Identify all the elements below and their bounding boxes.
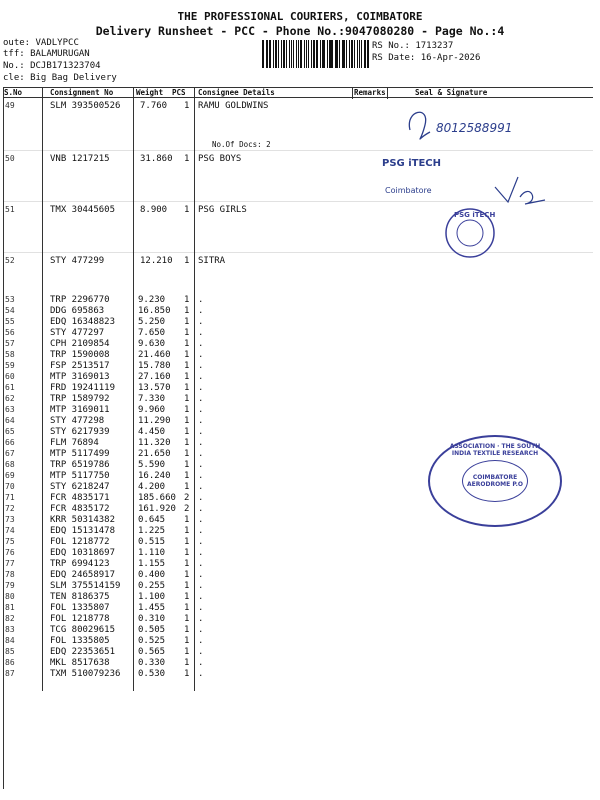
barcode-bar <box>361 40 362 68</box>
row-consignee-dot: . <box>198 306 204 316</box>
barcode-bar <box>269 40 271 68</box>
row-consignment-no: MKL 8517638 <box>50 658 110 668</box>
row-sno: 74 <box>5 526 15 535</box>
row-consignment-no: FCR 4835172 <box>50 504 110 514</box>
barcode-bar <box>291 40 293 68</box>
row-consignment-no: TCG 80029615 <box>50 625 116 635</box>
row-pcs: 1 <box>184 669 190 679</box>
row-sno: 64 <box>5 416 15 425</box>
header-consignee: Consignee Details <box>198 88 275 97</box>
row-pcs: 1 <box>184 350 190 360</box>
row-weight: 0.400 <box>138 570 166 580</box>
row-consignment-no: STY 6217939 <box>50 427 110 437</box>
row-sno: 60 <box>5 372 15 381</box>
row-sno: 67 <box>5 449 15 458</box>
row-pcs: 1 <box>184 101 190 111</box>
col-divider <box>352 87 353 99</box>
row-weight: 0.530 <box>138 669 166 679</box>
row-pcs: 1 <box>184 647 190 657</box>
row-pcs: 1 <box>184 372 190 382</box>
row-sno: 72 <box>5 504 15 513</box>
row-pcs: 1 <box>184 515 190 525</box>
row-weight: 8.900 <box>140 205 168 215</box>
row-consignee-dot: . <box>198 317 204 327</box>
row-consignment-no: VNB 1217215 <box>50 154 110 164</box>
barcode <box>262 40 370 68</box>
row-sno: 70 <box>5 482 15 491</box>
row-sno: 62 <box>5 394 15 403</box>
row-sno: 81 <box>5 603 15 612</box>
row-consignee-dot: . <box>198 394 204 404</box>
row-consignee-dot: . <box>198 570 204 580</box>
vehicle-label: cle: Big Bag Delivery <box>3 73 117 83</box>
barcode-bar <box>278 40 280 68</box>
row-sno: 79 <box>5 581 15 590</box>
row-pcs: 1 <box>184 361 190 371</box>
row-pcs: 1 <box>184 471 190 481</box>
row-consignee-dot: . <box>198 438 204 448</box>
barcode-bar <box>335 40 336 68</box>
rs-number: RS No.: 1713237 <box>372 41 454 51</box>
psg-stamp-sub: Coimbatore <box>385 186 432 195</box>
barcode-bar <box>323 40 325 68</box>
row-weight: 4.450 <box>138 427 166 437</box>
row-consignment-no: EDQ 24658917 <box>50 570 116 580</box>
barcode-bar <box>336 40 338 68</box>
row-sno: 58 <box>5 350 15 359</box>
row-pcs: 1 <box>184 658 190 668</box>
col-divider <box>133 87 134 691</box>
stamp-inner-text: COIMBATORE AERODROME P.O <box>467 474 523 488</box>
row-pcs: 1 <box>184 526 190 536</box>
row-sno: 82 <box>5 614 15 623</box>
row-weight: 31.860 <box>140 154 173 164</box>
row-pcs: 1 <box>184 603 190 613</box>
barcode-bar <box>262 40 264 68</box>
row-pcs: 1 <box>184 205 190 215</box>
row-pcs: 1 <box>184 548 190 558</box>
row-sno: 57 <box>5 339 15 348</box>
row-weight: 21.460 <box>138 350 171 360</box>
row-consignee-dot: . <box>198 559 204 569</box>
row-consignment-no: TRP 2296770 <box>50 295 110 305</box>
row-sno: 66 <box>5 438 15 447</box>
barcode-bar <box>339 40 340 68</box>
barcode-bar <box>300 40 302 68</box>
barcode-bar <box>293 40 294 68</box>
header-remarks: Remarks <box>354 88 386 97</box>
row-pcs: 1 <box>184 537 190 547</box>
barcode-bar <box>298 40 300 68</box>
row-pcs: 1 <box>184 625 190 635</box>
row-weight: 0.565 <box>138 647 166 657</box>
row-divider <box>3 150 593 151</box>
header-weight: Weight <box>136 88 164 97</box>
row-weight: 1.225 <box>138 526 166 536</box>
barcode-bar <box>329 40 330 68</box>
row-weight: 1.100 <box>138 592 166 602</box>
row-consignment-no: MTP 5117750 <box>50 471 110 481</box>
row-sno: 76 <box>5 548 15 557</box>
row-pcs: 1 <box>184 317 190 327</box>
row-sno: 75 <box>5 537 15 546</box>
barcode-bar <box>349 40 350 68</box>
row-consignee-dot: . <box>198 493 204 503</box>
row-weight: 9.230 <box>138 295 166 305</box>
row-consignment-no: TMX 30445605 <box>50 205 116 215</box>
barcode-bar <box>273 40 274 68</box>
row-pcs: 1 <box>184 339 190 349</box>
barcode-bar <box>313 40 315 68</box>
row-consignee-dot: . <box>198 339 204 349</box>
row-consignee-dot: . <box>198 372 204 382</box>
row-sno: 55 <box>5 317 15 326</box>
barcode-bar <box>316 40 318 68</box>
row-weight: 5.590 <box>138 460 166 470</box>
row-consignment-no: STY 6218247 <box>50 482 110 492</box>
row-consignment-no: CPH 2109854 <box>50 339 110 349</box>
barcode-bar <box>289 40 290 68</box>
barcode-bar <box>306 40 307 68</box>
row-weight: 0.505 <box>138 625 166 635</box>
row-sno: 49 <box>5 101 15 110</box>
row-consignee-dot: . <box>198 548 204 558</box>
row-consignee: RAMU GOLDWINS <box>198 101 269 111</box>
row-consignee-dot: . <box>198 592 204 602</box>
row-weight: 16.850 <box>138 306 171 316</box>
row-pcs: 1 <box>184 405 190 415</box>
row-weight: 161.920 <box>138 504 176 514</box>
row-consignment-no: STY 477299 <box>50 256 105 266</box>
row-weight: 0.645 <box>138 515 166 525</box>
row-consignment-no: SLM 375514159 <box>50 581 121 591</box>
row-weight: 21.650 <box>138 449 171 459</box>
row-pcs: 1 <box>184 592 190 602</box>
row-consignment-no: TRP 6994123 <box>50 559 110 569</box>
row-consignment-no: FCR 4835171 <box>50 493 110 503</box>
barcode-bar <box>283 40 285 68</box>
row-sno: 63 <box>5 405 15 414</box>
barcode-bar <box>364 40 366 68</box>
stamp-outer-text: ASSOCIATION · THE SOUTH INDIA TEXTILE RESEARCH <box>449 443 541 457</box>
row-weight: 7.330 <box>138 394 166 404</box>
row-weight: 15.780 <box>138 361 171 371</box>
row-consignee: PSG BOYS <box>198 154 242 164</box>
row-consignee-dot: . <box>198 361 204 371</box>
row-weight: 0.255 <box>138 581 166 591</box>
row-pcs: 1 <box>184 559 190 569</box>
row-consignee-dot: . <box>198 449 204 459</box>
row-consignee-dot: . <box>198 603 204 613</box>
barcode-bar <box>286 40 287 68</box>
row-sno: 50 <box>5 154 15 163</box>
row-sno: 61 <box>5 383 15 392</box>
row-consignment-no: EDQ 10318697 <box>50 548 116 558</box>
row-sno: 83 <box>5 625 15 634</box>
row-sno: 68 <box>5 460 15 469</box>
row-consignee-dot: . <box>198 515 204 525</box>
barcode-bar <box>304 40 305 68</box>
barcode-bar <box>346 40 348 68</box>
psg-stamp: PSG iTECH <box>382 158 442 169</box>
barcode-bar <box>327 40 328 68</box>
row-sno: 51 <box>5 205 15 214</box>
row-weight: 12.210 <box>140 256 173 266</box>
row-pcs: 1 <box>184 256 190 266</box>
row-consignment-no: FOL 1335805 <box>50 636 110 646</box>
row-pcs: 1 <box>184 295 190 305</box>
row-consignment-no: EDQ 16348823 <box>50 317 116 327</box>
row-consignee-dot: . <box>198 460 204 470</box>
row-sno: 87 <box>5 669 15 678</box>
row-consignment-no: MTP 5117499 <box>50 449 110 459</box>
row-consignee-dot: . <box>198 383 204 393</box>
row-sno: 54 <box>5 306 15 315</box>
barcode-bar <box>296 40 297 68</box>
row-weight: 0.515 <box>138 537 166 547</box>
header-consignment: Consignment No <box>50 88 114 97</box>
row-consignment-no: TXM 510079236 <box>50 669 121 679</box>
row-pcs: 1 <box>184 636 190 646</box>
row-consignee: PSG GIRLS <box>198 205 247 215</box>
row-weight: 185.660 <box>138 493 176 503</box>
row-consignee-dot: . <box>198 647 204 657</box>
row-consignment-no: DDG 695863 <box>50 306 105 316</box>
row-consignee-dot: . <box>198 614 204 624</box>
row-consignment-no: FRD 19241119 <box>50 383 116 393</box>
row-weight: 0.310 <box>138 614 166 624</box>
row-pcs: 2 <box>184 504 190 514</box>
runsheet-subtitle: Delivery Runsheet - PCC - Phone No.:9047080280 - Page No.:4 <box>95 24 505 38</box>
row-weight: 0.525 <box>138 636 166 646</box>
row-consignment-no: FOL 1218772 <box>50 537 110 547</box>
row-consignee-dot: . <box>198 636 204 646</box>
row-weight: 27.160 <box>138 372 171 382</box>
row-weight: 16.240 <box>138 471 171 481</box>
row-consignment-no: TRP 6519786 <box>50 460 110 470</box>
row-pcs: 1 <box>184 394 190 404</box>
row-divider <box>3 252 593 253</box>
row-consignment-no: TRP 1590008 <box>50 350 110 360</box>
round-psg-stamp <box>440 205 500 260</box>
row-consignee-dot: . <box>198 405 204 415</box>
row-consignee-dot: . <box>198 295 204 305</box>
row-sno: 85 <box>5 647 15 656</box>
signature-1 <box>400 100 540 145</box>
col-divider <box>194 87 195 691</box>
row-consignee-dot: . <box>198 658 204 668</box>
row-consignment-no: TRP 1589792 <box>50 394 110 404</box>
barcode-bar <box>367 40 369 68</box>
signature-1-number: 8012588991 <box>436 121 513 135</box>
row-pcs: 1 <box>184 328 190 338</box>
row-sno: 59 <box>5 361 15 370</box>
row-consignment-no: SLM 393500526 <box>50 101 121 111</box>
row-weight: 5.250 <box>138 317 166 327</box>
company-title: THE PROFESSIONAL COURIERS, COIMBATORE <box>177 10 423 23</box>
staff-label: tff: BALAMURUGAN <box>3 49 90 59</box>
row-consignee-dot: . <box>198 328 204 338</box>
row-weight: 11.320 <box>138 438 171 448</box>
barcode-bar <box>266 40 267 68</box>
barcode-bar <box>351 40 353 68</box>
row-consignee-dot: . <box>198 581 204 591</box>
row-weight: 9.630 <box>138 339 166 349</box>
row-consignee: SITRA <box>198 256 226 266</box>
barcode-bar <box>320 40 321 68</box>
row-weight: 7.650 <box>138 328 166 338</box>
barcode-bar <box>311 40 312 68</box>
row-consignment-no: FLM 76894 <box>50 438 99 448</box>
row-sno: 77 <box>5 559 15 568</box>
row-weight: 7.760 <box>140 101 168 111</box>
row-consignment-no: FOL 1335807 <box>50 603 110 613</box>
row-pcs: 1 <box>184 460 190 470</box>
barcode-bar <box>275 40 277 68</box>
row-pcs: 1 <box>184 383 190 393</box>
row-consignment-no: TEN 8186375 <box>50 592 110 602</box>
route-label: oute: VADLYPCC <box>3 38 79 48</box>
row-pcs: 1 <box>184 614 190 624</box>
row-consignment-no: STY 477297 <box>50 328 105 338</box>
row-weight: 4.200 <box>138 482 166 492</box>
row-consignment-no: EDQ 15131478 <box>50 526 116 536</box>
row-consignment-no: KRR 50314382 <box>50 515 116 525</box>
barcode-bar <box>357 40 358 68</box>
row-consignee-dot: . <box>198 526 204 536</box>
row-pcs: 1 <box>184 449 190 459</box>
barcode-bar <box>322 40 323 68</box>
row-pcs: 1 <box>184 581 190 591</box>
row-consignee-dot: . <box>198 669 204 679</box>
row-weight: 0.330 <box>138 658 166 668</box>
barcode-bar <box>267 40 268 68</box>
row-weight: 1.155 <box>138 559 166 569</box>
row-consignee-dot: . <box>198 537 204 547</box>
row-sno: 80 <box>5 592 15 601</box>
row-consignee-dot: . <box>198 471 204 481</box>
row-sno: 65 <box>5 427 15 436</box>
row-sno: 53 <box>5 295 15 304</box>
row-consignment-no: MTP 3169013 <box>50 372 110 382</box>
row-consignment-no: EDQ 22353651 <box>50 647 116 657</box>
col-divider <box>42 87 43 691</box>
rs-date: RS Date: 16-Apr-2026 <box>372 53 481 63</box>
row-consignment-no: FSP 2513517 <box>50 361 110 371</box>
row-weight: 11.290 <box>138 416 171 426</box>
barcode-bar <box>342 40 343 68</box>
barcode-bar <box>359 40 361 68</box>
row-sno: 86 <box>5 658 15 667</box>
header-rule <box>3 97 593 98</box>
header-seal: Seal & Signature <box>415 88 488 97</box>
row-weight: 1.455 <box>138 603 166 613</box>
drs-number: No.: DCJB171323704 <box>3 61 101 71</box>
header-sno: S.No <box>4 88 23 97</box>
row-pcs: 1 <box>184 416 190 426</box>
col-divider <box>387 87 388 99</box>
row-consignment-no: FOL 1218778 <box>50 614 110 624</box>
row-pcs: 1 <box>184 154 190 164</box>
row-consignee-dot: . <box>198 427 204 437</box>
barcode-bar <box>354 40 355 68</box>
row-pcs: 1 <box>184 570 190 580</box>
barcode-bar <box>330 40 332 68</box>
row-sno: 73 <box>5 515 15 524</box>
row-sno: 56 <box>5 328 15 337</box>
header-pcs: PCS <box>172 88 186 97</box>
row-sno: 52 <box>5 256 15 265</box>
barcode-bar <box>308 40 310 68</box>
row-pcs: 1 <box>184 427 190 437</box>
row-pcs: 1 <box>184 306 190 316</box>
barcode-bar <box>281 40 282 68</box>
row-consignee-dot: . <box>198 482 204 492</box>
row-consignee-dot: . <box>198 350 204 360</box>
row-consignment-no: STY 477298 <box>50 416 105 426</box>
row-pcs: 2 <box>184 493 190 503</box>
row-weight: 1.110 <box>138 548 166 558</box>
row-sno: 84 <box>5 636 15 645</box>
row-sno: 69 <box>5 471 15 480</box>
row-sno: 78 <box>5 570 15 579</box>
row-consignee-dot: . <box>198 625 204 635</box>
row-weight: 13.570 <box>138 383 171 393</box>
row-pcs: 1 <box>184 482 190 492</box>
row-no-of-docs: No.Of Docs: 2 <box>212 140 271 149</box>
row-consignee-dot: . <box>198 416 204 426</box>
row-pcs: 1 <box>184 438 190 448</box>
barcode-bar <box>343 40 345 68</box>
row-consignment-no: MTP 3169011 <box>50 405 110 415</box>
row-consignee-dot: . <box>198 504 204 514</box>
round-stamp-text: PSG iTECH <box>454 211 496 219</box>
row-weight: 9.960 <box>138 405 166 415</box>
row-sno: 71 <box>5 493 15 502</box>
